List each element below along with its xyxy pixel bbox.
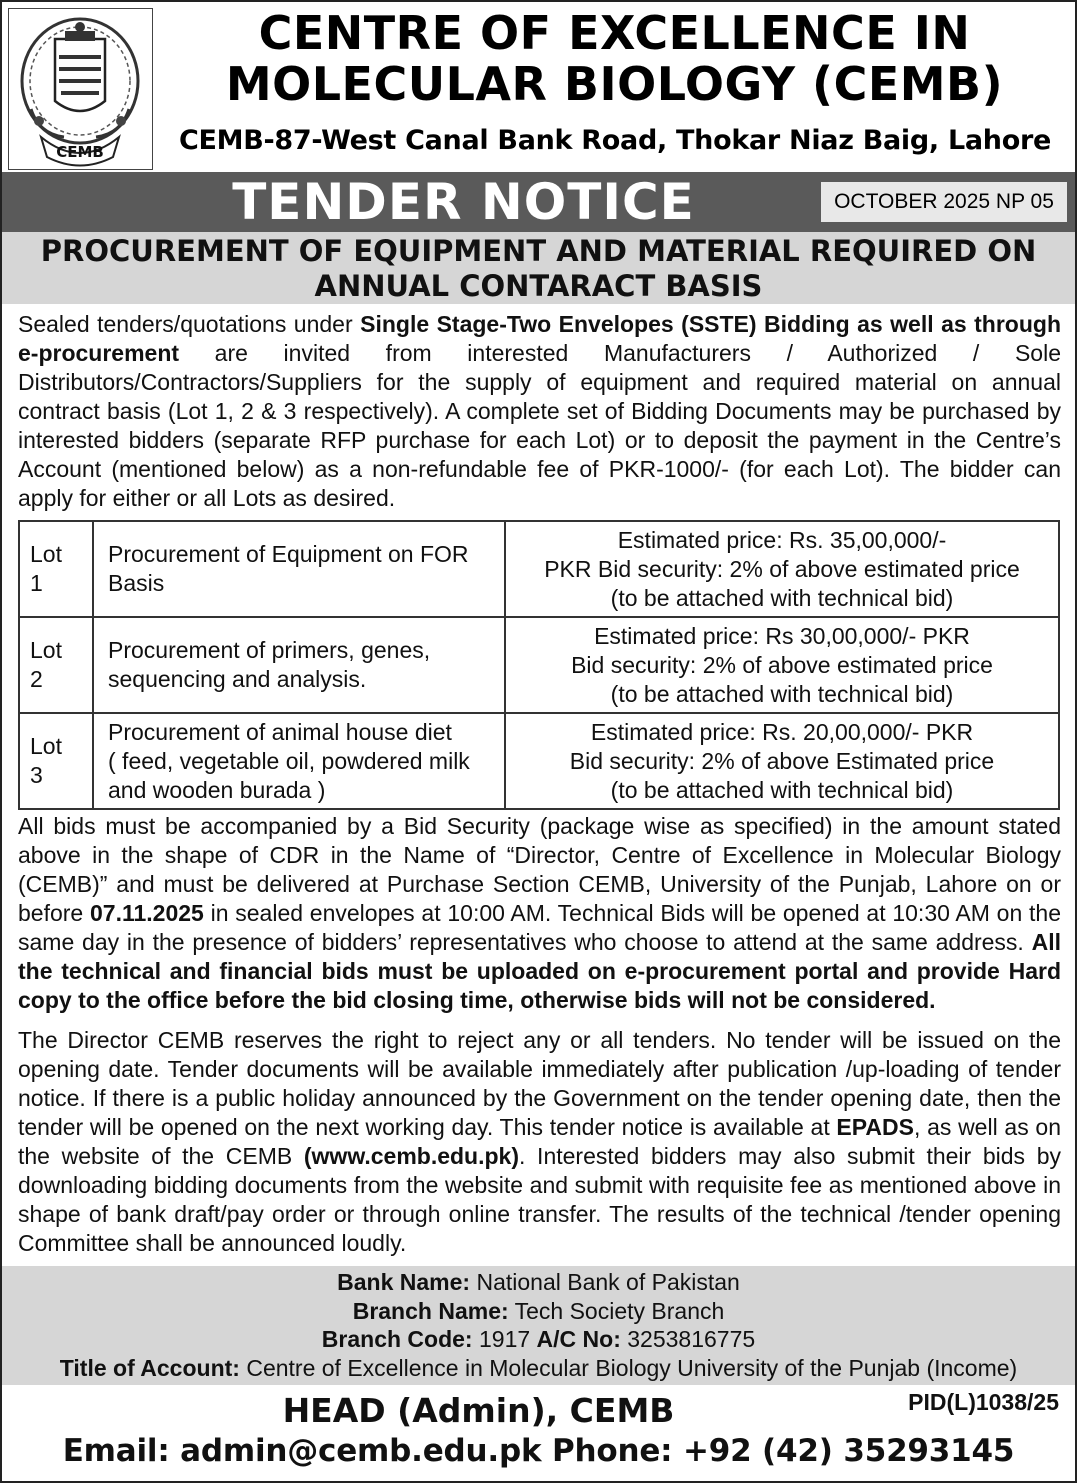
closing-date: 07.11.2025 bbox=[89, 900, 204, 926]
intro-bidding-method: Single Stage-Two Envelopes (SSTE) Bidding as well as through e-procurement bbox=[18, 311, 1061, 366]
lot-id: Lot 2 bbox=[19, 617, 93, 713]
lot-price-line: (to be attached with technical bid) bbox=[610, 584, 954, 611]
lot-price-line: PKR Bid security: 2% of above estimated price bbox=[544, 555, 1020, 582]
lot-price bbox=[505, 617, 1059, 713]
branch-code-label: Branch Code: bbox=[321, 1326, 473, 1352]
pid-number: PID(L)1038/25 bbox=[908, 1389, 1059, 1415]
organization-name bbox=[162, 8, 1067, 110]
lot-desc-line: sequencing and analysis. bbox=[108, 666, 367, 692]
cemb-crest-icon bbox=[9, 9, 152, 169]
bank-details bbox=[2, 1266, 1075, 1385]
terms-paragraph bbox=[18, 1026, 1061, 1258]
cemb-logo bbox=[8, 8, 153, 170]
bid-security-paragraph bbox=[18, 812, 1061, 1015]
lot-price bbox=[505, 713, 1059, 809]
terms-text-mid: , as well as on the website of the CEMB bbox=[18, 1114, 1061, 1169]
lot-id: Lot 3 bbox=[19, 713, 93, 809]
account-label: A/C No: bbox=[536, 1326, 621, 1352]
lot-desc-line: ( feed, vegetable oil, powdered milk bbox=[108, 747, 470, 774]
lot-price-line: Bid security: 2% of above Estimated price bbox=[569, 747, 995, 774]
terms-text: The Director CEMB reserves the right to reject any or all tenders. No tender will be issued on the opening date. Tender documents will be available immediately after publication /up-loading of tender notice. If there is a public holiday announced by the Government on the tender opening date, then the tender will be opened on the next working day. This tender notice is available at bbox=[18, 1027, 1061, 1140]
lot-desc-line: and wooden burada ) bbox=[108, 776, 326, 803]
org-name-line2: MOLECULAR BIOLOGY (CEMB) bbox=[225, 57, 1004, 111]
intro-paragraph bbox=[18, 310, 1061, 513]
lot-price bbox=[505, 521, 1059, 617]
branch-code-value: 1917 bbox=[472, 1326, 537, 1352]
signatory: HEAD (Admin), CEMB bbox=[282, 1391, 675, 1430]
website-link[interactable]: (www.cemb.edu.pk) bbox=[303, 1143, 519, 1169]
table-row bbox=[19, 617, 1059, 713]
lot-price-line: Bid security: 2% of above estimated price bbox=[571, 651, 993, 678]
organization-address: CEMB-87-West Canal Bank Road, Thokar Niaz Baig, Lahore bbox=[179, 125, 1051, 156]
bank-name-value: National Bank of Pakistan bbox=[470, 1269, 740, 1295]
lot-description bbox=[93, 713, 505, 809]
lot-price-line: Estimated price: Rs. 35,00,000/- bbox=[617, 526, 947, 553]
account-number: 3253816775 bbox=[620, 1326, 756, 1352]
bid-security-text-rest: in sealed envelopes at 10:00 AM. Technical Bids will be opened at 10:30 AM on the same day in the presence of bidders’ representatives who choose to attend at the same address. bbox=[18, 900, 1061, 955]
tender-title: TENDER NOTICE bbox=[232, 173, 695, 231]
lot-desc-line: Procurement of Equipment on FOR bbox=[108, 541, 469, 567]
notice-reference: OCTOBER 2025 NP 05 bbox=[821, 182, 1067, 222]
bid-security-text: All bids must be accompanied by a Bid Security (package wise as specified) in the amount stated above in the shape of CDR in the Name of “Director, Centre of Excellence in Molecular Biology (CEMB)” and must be delivered at Purchase Section CEMB, University of the Punjab, Lahore on or before bbox=[18, 813, 1061, 926]
tender-subject bbox=[2, 232, 1075, 304]
intro-text: Sealed tenders/quotations under bbox=[18, 311, 361, 337]
lot-price-line: (to be attached with technical bid) bbox=[610, 680, 954, 707]
branch-name-label: Branch Name: bbox=[352, 1297, 509, 1324]
lot-desc-line: Procurement of primers, genes, bbox=[108, 637, 431, 663]
lot-description bbox=[93, 617, 505, 713]
lot-price-line: Estimated price: Rs. 20,00,000/- PKR bbox=[590, 718, 974, 745]
bank-name-label: Bank Name: bbox=[337, 1269, 471, 1295]
lot-price-line: (to be attached with technical bid) bbox=[610, 776, 954, 803]
lot-description bbox=[93, 521, 505, 617]
footer bbox=[2, 1385, 1075, 1481]
lot-desc-line: Basis bbox=[108, 570, 165, 596]
account-title-row bbox=[2, 1354, 1075, 1383]
branch-code-row bbox=[2, 1325, 1075, 1354]
contact-info[interactable]: Email: admin@cemb.edu.pk Phone: +92 (42) 35293145 bbox=[62, 1433, 1015, 1469]
terms-text-rest: . Interested bidders may also submit their bids by downloading bidding documents from the website and submit with requisite fee as mentioned above in shape of bank draft/pay order or through online transfer. The results of the technical /tender opening Committee shall be announced loudly. bbox=[18, 1143, 1061, 1256]
account-title-value: Centre of Excellence in Molecular Biology University of the Punjab (Income) bbox=[239, 1354, 1018, 1381]
e-procurement-note: All the technical and financial bids must be uploaded on e-procurement portal and provide Hard copy to the office before the bid closing time, otherwise bids will not be considered. bbox=[18, 929, 1061, 1013]
intro-text-rest: are invited from interested Manufacturers / Authorized / Sole Distributors/Contractors/Suppliers for the supply of equipment and required material on annual contract basis (Lot 1, 2 & 3 respectively). A complete set of Bidding Documents may be purchased by interested bidders (separate RFP purchase for each Lot) or to deposit the payment in the Centre’s Account (mentioned below) as a non-refundable fee of PKR-1000/- (for each Lot). The bidder can apply for either or all Lots as desired. bbox=[18, 340, 1061, 511]
header bbox=[2, 2, 1075, 172]
lot-desc-line: Procurement of animal house diet bbox=[108, 718, 452, 745]
subject-line1: PROCUREMENT OF EQUIPMENT AND MATERIAL REQUIRED ON bbox=[40, 234, 1037, 268]
table-row bbox=[19, 521, 1059, 617]
epads-label: EPADS bbox=[836, 1114, 914, 1140]
lots-table bbox=[18, 520, 1060, 810]
logo-text: CEMB bbox=[56, 143, 104, 161]
org-name-line1: CENTRE OF EXCELLENCE IN bbox=[258, 6, 971, 60]
branch-name-row bbox=[2, 1297, 1075, 1326]
account-title-label: Title of Account: bbox=[59, 1354, 240, 1381]
lot-price-line: Estimated price: Rs 30,00,000/- PKR bbox=[594, 622, 970, 649]
title-bar bbox=[2, 172, 1075, 232]
branch-name-value: Tech Society Branch bbox=[508, 1297, 725, 1324]
subject-line2: ANNUAL CONTARACT BASIS bbox=[314, 269, 763, 303]
lot-id: Lot 1 bbox=[19, 521, 93, 617]
table-row bbox=[19, 713, 1059, 809]
bank-name-row bbox=[2, 1268, 1075, 1297]
